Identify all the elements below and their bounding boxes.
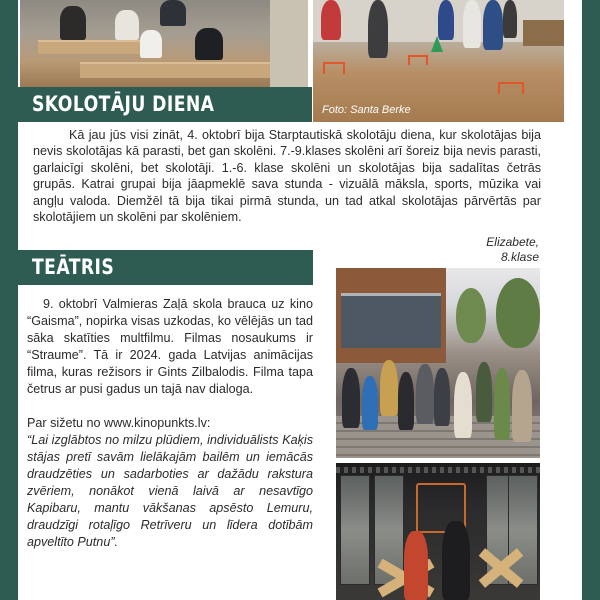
section-header-theatre bbox=[0, 250, 313, 285]
article-paragraph: 9. oktobrī Valmieras Zaļā skola brauca uz kino “Gaisma”, nopirka visas uzkodas, ko vēlējās un tad sāka skatīties multfilmu. Filmas nosaukums ir “Straume”. Tā ir 2024. gada Latvijas animācijas filma, kuras režisors ir Gints Zilbalodis. Filma tapa četrus ar pusi gadus un tajā nav dialoga. bbox=[27, 297, 313, 396]
author-class: 8.klase bbox=[500, 250, 539, 264]
photo-credit: Foto: Santa Berke bbox=[322, 104, 411, 116]
article-source-lead: Par sižetu no www.kinopunkts.lv: bbox=[27, 416, 211, 430]
author-name: Elizabete, bbox=[486, 235, 539, 249]
group-photo bbox=[336, 268, 540, 458]
section-header-teachers-day bbox=[0, 87, 312, 122]
section-title: SKOLOTĀJU DIENA bbox=[32, 92, 215, 116]
section-title: TEĀTRIS bbox=[32, 255, 115, 279]
article-quote: “Lai izglābtos no milzu plūdiem, individuālists Kaķis stājas pretī savām lielākajām bailēm un iemācās draudzēties un sadarboties ar dažādu rakstura zvēriem, nonākot vienā laivā ar nesavtīgo Kapibaru, mantu vākšanas apsēsto Lemuru, draudzīgi rotaļīgo Retrīveru un līdera dotībām apveltīto Putnu”. bbox=[27, 433, 313, 549]
article-body: Kā jau jūs visi zināt, 4. oktobrī bija Starptautiskā skolotāju diena, kur skolotājas bija nevis skolotājas kā parasti, bet gan skolēni. 7.-9.klases skolēni arī šoreiz bija nevis parasti, garlaicīgi skolēni, bet skolotāji. 1.-6. klase skolēni un skolotājas bija sadalītas četrās grupās. Katrai grupai bija jāapmeklē sava stunda - vizuālā māksla, sports, mūzika vai angļu valoda. Diemžēl tā bija tikai pirmā stunda, un tad atkal skolotājas pārvērtās par skolotājiem un skolēni par skolēniem. bbox=[33, 128, 541, 225]
teachers-day-article bbox=[33, 127, 541, 225]
stage-photo bbox=[336, 463, 540, 600]
article-author bbox=[486, 235, 539, 265]
page-border-right bbox=[582, 0, 600, 600]
classroom-photo bbox=[20, 0, 308, 87]
theatre-article bbox=[27, 296, 313, 551]
